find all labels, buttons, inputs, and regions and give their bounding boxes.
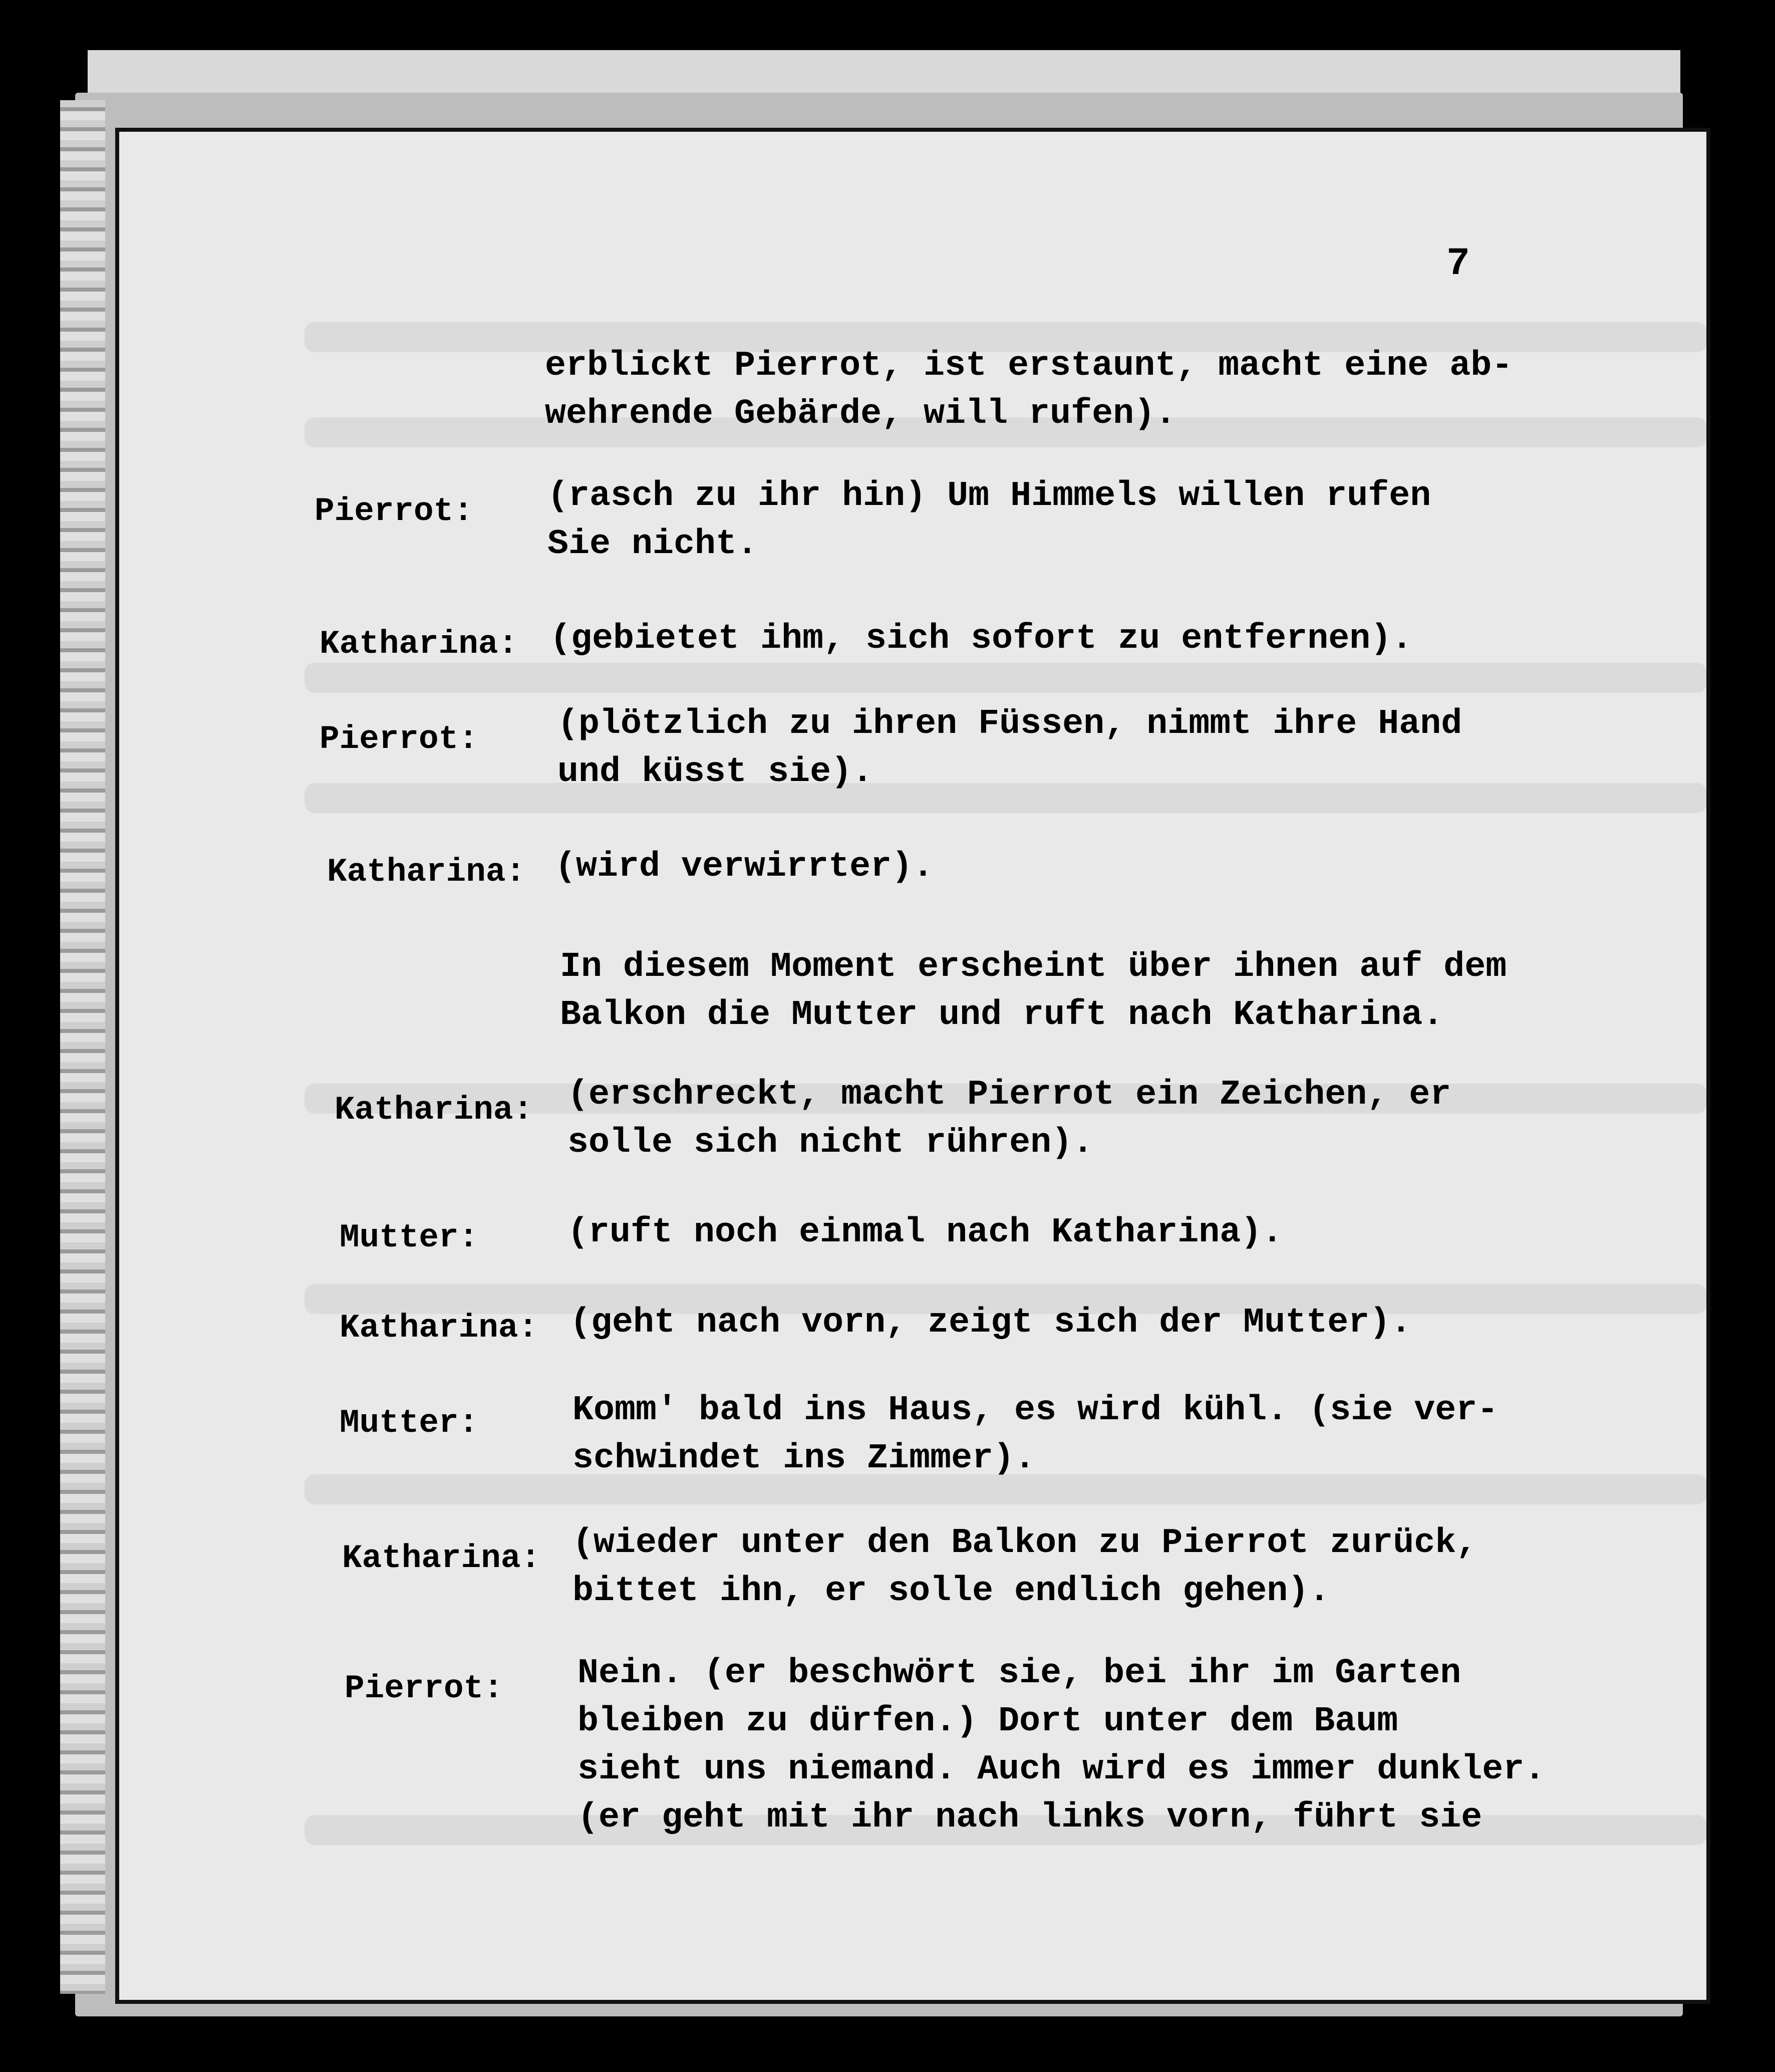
text-line: (ruft noch einmal nach Katharina). bbox=[567, 1213, 1283, 1252]
text-line: In diesem Moment erscheint über ihnen auf dem bbox=[560, 947, 1507, 987]
text-line: erblickt Pierrot, ist erstaunt, macht eine ab- bbox=[545, 346, 1513, 386]
dialogue-block bbox=[567, 1209, 1283, 1257]
text-line: (erschreckt, macht Pierrot ein Zeichen, er bbox=[567, 1075, 1451, 1115]
text-line: Komm' bald ins Haus, es wird kühl. (sie ver- bbox=[572, 1391, 1499, 1430]
dialogue-block bbox=[577, 1650, 1545, 1842]
stage-direction bbox=[560, 943, 1507, 1040]
speaker-name: Katharina: bbox=[327, 853, 526, 891]
text-line: (geht nach vorn, zeigt sich der Mutter). bbox=[570, 1303, 1412, 1343]
speaker-name: Katharina: bbox=[340, 1309, 538, 1347]
text-line: (er geht mit ihr nach links vorn, führt sie bbox=[577, 1798, 1483, 1838]
speaker-name: Katharina: bbox=[342, 1539, 541, 1577]
text-line: (gebietet ihm, sich sofort zu entfernen). bbox=[550, 619, 1413, 659]
text-line: bleiben zu dürfen.) Dort unter dem Baum bbox=[577, 1702, 1398, 1741]
text-line: solle sich nicht rühren). bbox=[567, 1123, 1094, 1163]
text-line: Nein. (er beschwört sie, bei ihr im Garten bbox=[577, 1654, 1461, 1693]
dialogue-block bbox=[547, 472, 1431, 569]
text-line: (wird verwirrter). bbox=[555, 847, 934, 887]
text-line: Sie nicht. bbox=[547, 525, 758, 564]
speaker-name: Pierrot: bbox=[320, 720, 478, 758]
dialogue-block bbox=[550, 615, 1412, 663]
speaker-name: Mutter: bbox=[340, 1219, 479, 1256]
speaker-name: Pierrot: bbox=[315, 492, 473, 530]
typewritten-page bbox=[115, 128, 1710, 2004]
speaker-name: Mutter: bbox=[340, 1404, 479, 1442]
dialogue-block bbox=[567, 1071, 1451, 1167]
speaker-name: Pierrot: bbox=[345, 1670, 503, 1707]
dialogue-block bbox=[557, 700, 1462, 797]
dialogue-block bbox=[555, 843, 934, 891]
text-line: bittet ihn, er solle endlich gehen). bbox=[572, 1572, 1330, 1611]
text-line: (plötzlich zu ihren Füssen, nimmt ihre Hand bbox=[557, 704, 1462, 744]
text-line: und küsst sie). bbox=[557, 752, 873, 792]
text-line: sieht uns niemand. Auch wird es immer dunkler. bbox=[577, 1750, 1546, 1789]
text-line: Balkon die Mutter und ruft nach Katharina. bbox=[560, 995, 1444, 1035]
text-line: (rasch zu ihr hin) Um Himmels willen rufen bbox=[547, 476, 1431, 516]
text-line: wehrende Gebärde, will rufen). bbox=[545, 394, 1176, 434]
page-number: 7 bbox=[1446, 242, 1470, 286]
dialogue-block bbox=[572, 1519, 1477, 1616]
dialogue-block bbox=[572, 1387, 1498, 1483]
text-line: schwindet ins Zimmer). bbox=[572, 1439, 1036, 1478]
speaker-name: Katharina: bbox=[335, 1091, 533, 1129]
dialogue-block bbox=[570, 1299, 1411, 1347]
torn-edge bbox=[60, 100, 105, 1994]
dialogue-block bbox=[545, 342, 1513, 438]
text-line: (wieder unter den Balkon zu Pierrot zurück, bbox=[572, 1523, 1477, 1563]
speaker-name: Katharina: bbox=[320, 625, 518, 663]
